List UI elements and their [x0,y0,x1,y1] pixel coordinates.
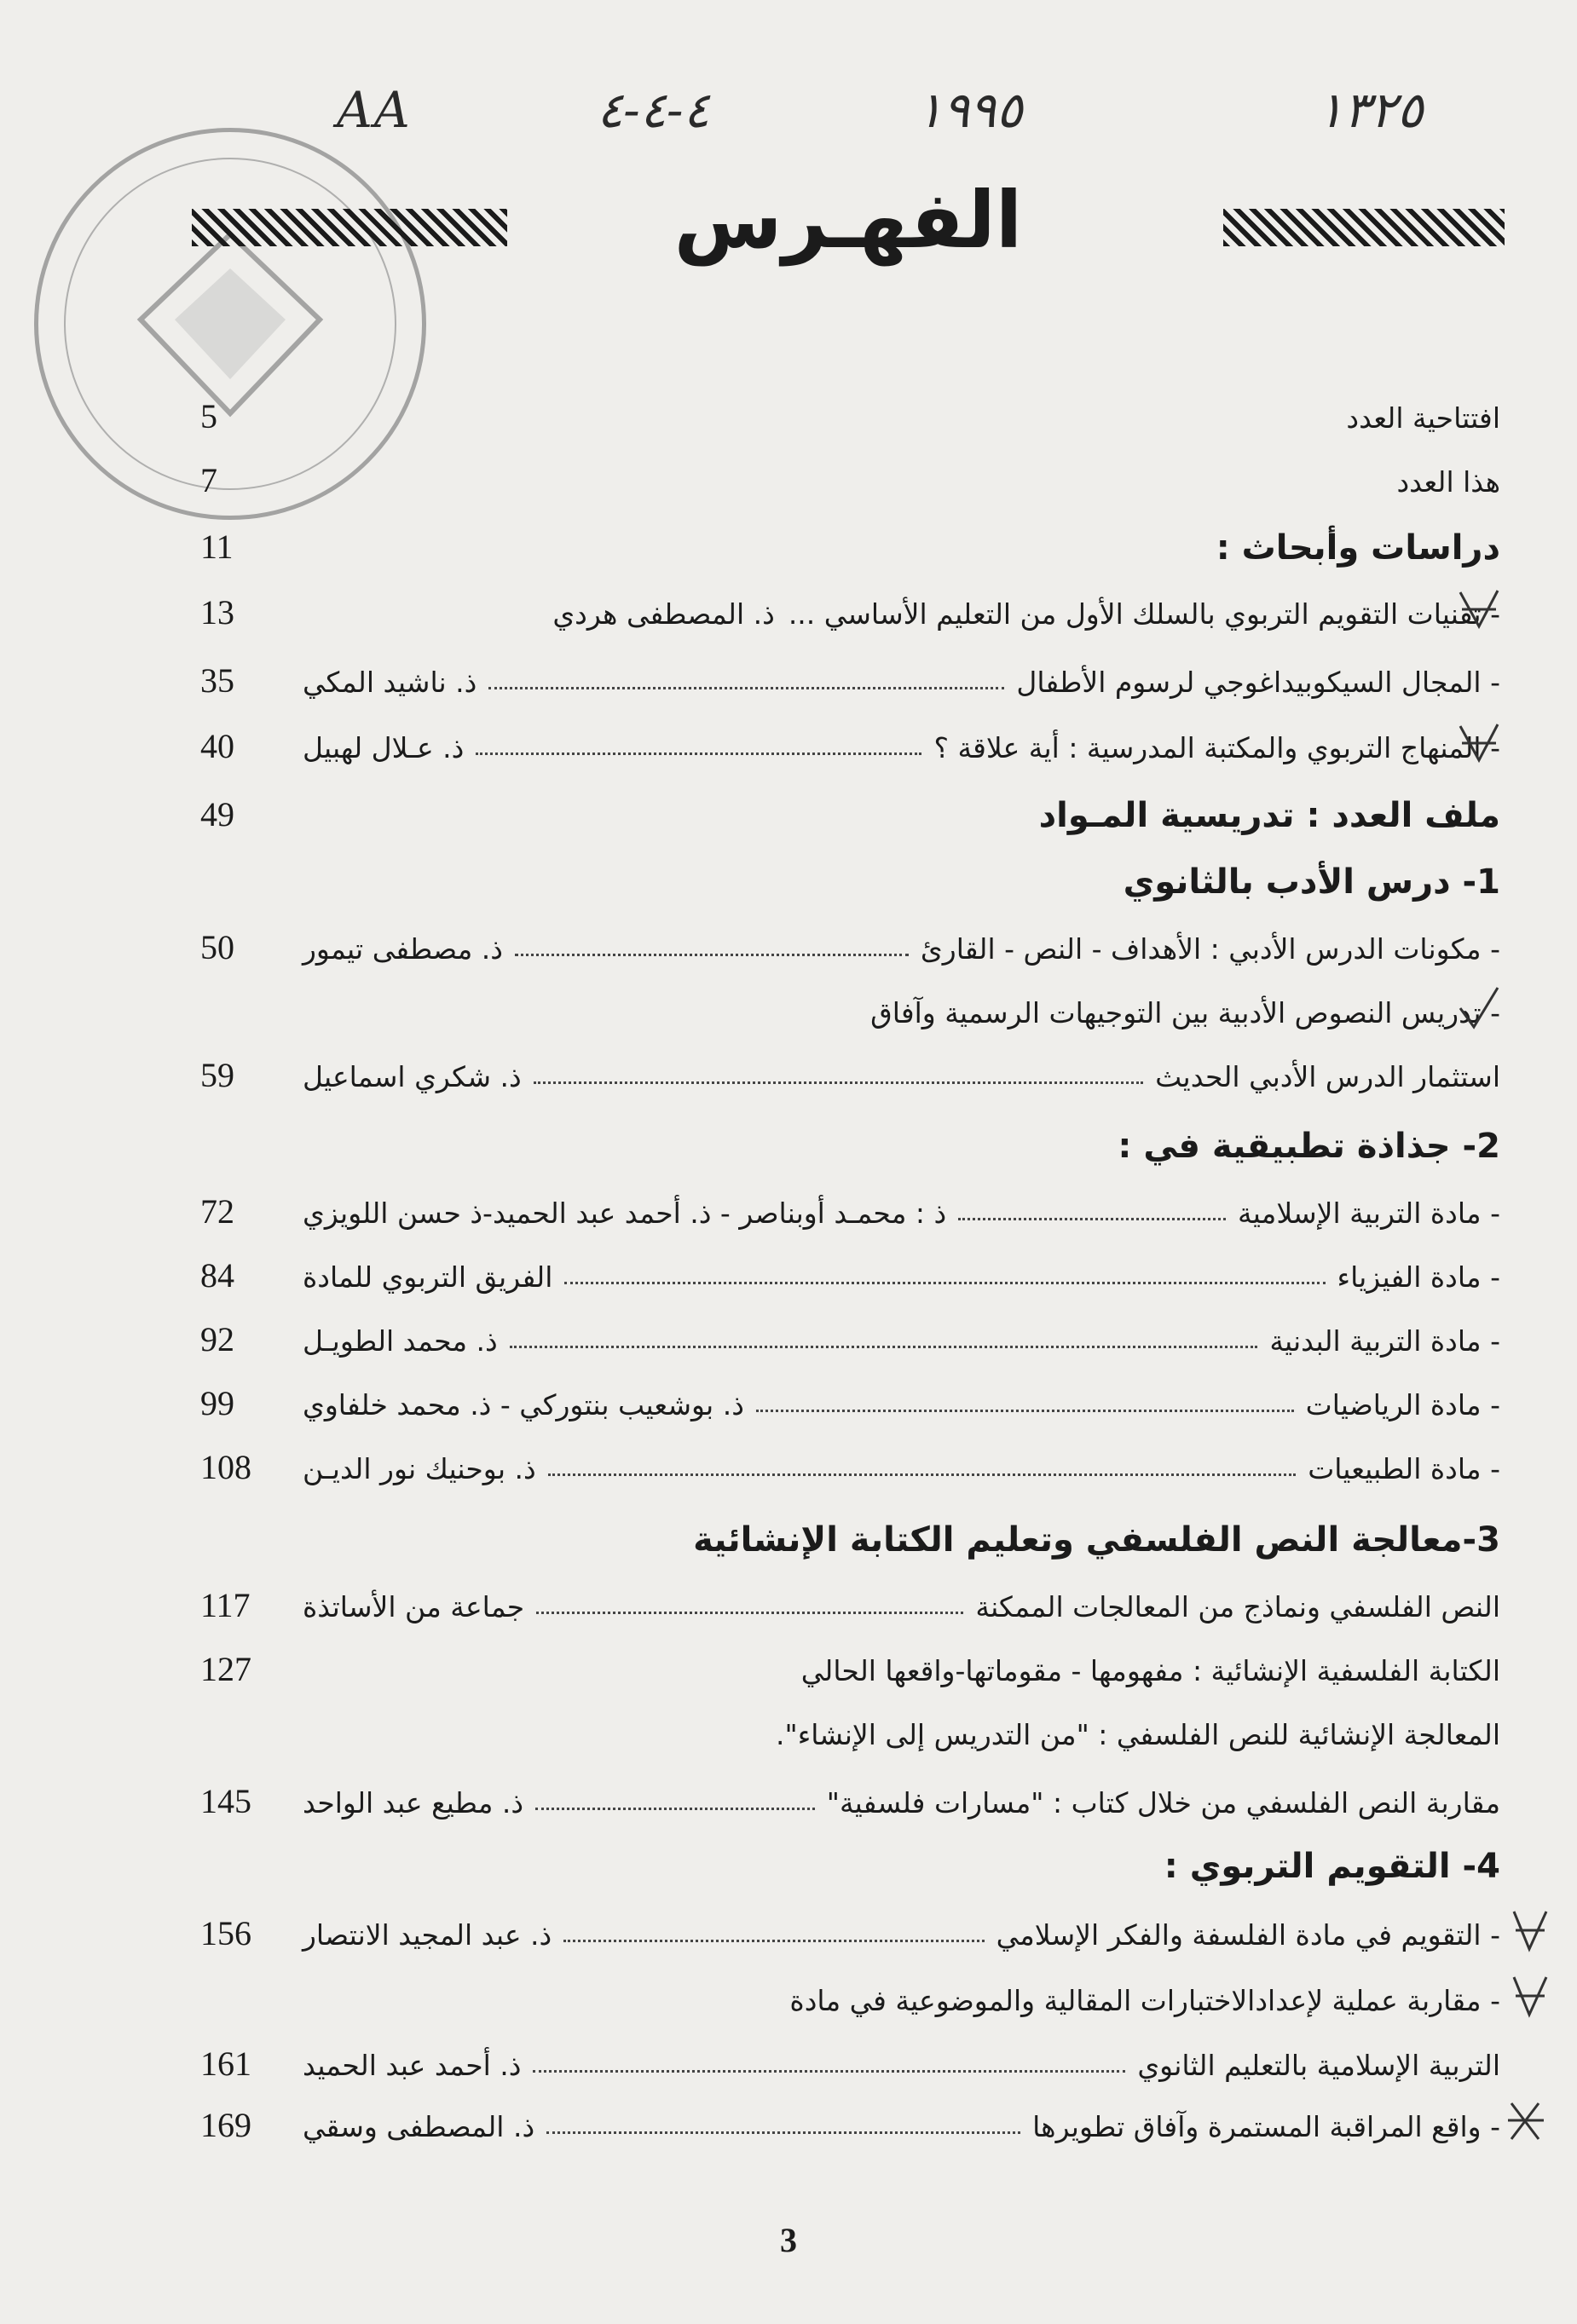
page-number: 99 [200,1384,234,1422]
subsection-heading: 3-معالجة النص الفلسفي وتعليم الكتابة الإنشائية [693,1520,1500,1560]
entry-title: المعالجة الإنشائية للنص الفلسفي : "من التدريس إلى الإنشاء". [776,1717,1500,1751]
handwritten-note: ٤-٤-٤ [597,81,710,139]
toc-entry [200,1704,1500,1764]
handwritten-check-icon [1509,1905,1551,1956]
page-number: 145 [200,1782,251,1820]
page-number: 7 [200,461,217,499]
entry-author: ذ. محمد الطويـل [303,1323,498,1358]
entry-author: ذ. شكري اسماعيل [303,1059,522,1093]
handwritten-check-icon [1453,983,1505,1034]
page-number: 161 [200,2044,251,2083]
toc-entry [200,1183,1500,1243]
toc-section [200,518,1500,578]
entry-title: - المجال السيكوبيداغوجي لرسوم الأطفال [1016,665,1500,699]
handwritten-check-icon [1453,584,1505,635]
page-number: 156 [200,1914,251,1952]
page-number: 72 [200,1192,234,1231]
toc-entry [200,1375,1500,1434]
toc-entry [200,1439,1500,1498]
page-number: 169 [200,2106,251,2144]
toc-subsection [200,1116,1500,1176]
handwritten-note: AA [337,81,412,139]
entry-title: - مكونات الدرس الأدبي : الأهداف - النص - القارئ [920,931,1500,966]
entry-title: - واقع المراقبة المستمرة وآفاق تطويرها [1032,2109,1500,2143]
page-number: 49 [200,795,234,833]
entry-author: الفريق التربوي للمادة [303,1260,553,1294]
entry-title: هذا العدد [1396,464,1500,499]
page-number: 84 [200,1256,234,1295]
handwritten-check-icon [1453,718,1505,769]
toc-entry [200,584,1500,643]
entry-author: ذ. المصطفى هردي [552,597,775,631]
toc-entry [200,388,1500,447]
handwritten-star-icon [1505,2096,1547,2148]
handwritten-note: ١٣٢٥ [1317,81,1424,139]
toc-entry [200,2096,1500,2156]
page-number: 108 [200,1448,251,1486]
toc-entry [200,1773,1500,1832]
toc-entry [200,718,1500,777]
toc-entry [200,1641,1500,1700]
entry-title: - مادة التربية البدنية [1269,1323,1500,1358]
page-number: 50 [200,928,234,966]
entry-author: ذ. ناشيد المكي [303,665,477,699]
entry-author: ذ. أحمد عبد الحميد [303,2048,522,2082]
toc-entry [200,2035,1500,2095]
entry-author: جماعة من الأساتذة [303,1589,525,1623]
entry-title: - مادة الطبيعيات [1308,1451,1500,1485]
toc-entry [200,1905,1500,1964]
page-number: 117 [200,1586,251,1624]
toc-entry [200,1247,1500,1306]
toc-entry [200,1311,1500,1370]
page-number: 40 [200,727,234,765]
entry-title: - تدريس النصوص الأدبية بين التوجيهات الرسمية وآفاق [870,995,1500,1029]
entry-title: النص الفلسفي ونماذج من المعالجات الممكنة [975,1589,1500,1623]
page-number: 127 [200,1650,251,1688]
toc-entry [200,919,1500,978]
entry-title: الكتابة الفلسفية الإنشائية : مفهومها - مقوماتها-واقعها الحالي [800,1653,1500,1687]
page-number: 11 [200,528,234,566]
entry-title: - التقويم في مادة الفلسفة والفكر الإسلامي [996,1917,1500,1952]
subsection-heading: 2- جذاذة تطبيقية في : [1118,1127,1500,1166]
toc-entry [200,452,1500,511]
entry-author: ذ. عـلال لهبيل [303,730,465,764]
entry-title: - مادة الرياضيات [1305,1387,1500,1422]
page-number: 35 [200,661,234,700]
entry-title: - مادة التربية الإسلامية [1238,1196,1500,1230]
entry-author: ذ : محمـد أوبناصر - ذ. أحمد عبد الحميد-ذ حسن اللويزي [303,1196,947,1230]
entry-title: استثمار الدرس الأدبي الحديث [1155,1059,1500,1093]
entry-author: ذ. مطيع عبد الواحد [303,1785,524,1819]
toc-subsection [200,1510,1500,1570]
handwritten-check-icon [1509,1970,1551,2021]
toc-entry [200,1577,1500,1636]
entry-title: - المنهاج التربوي والمكتبة المدرسية : أية علاقة ؟ [933,730,1500,764]
toc-entry [200,1047,1500,1106]
entry-title: مقاربة النص الفلسفي من خلال كتاب : "مسارات فلسفية" [826,1785,1500,1819]
subsection-heading: 4- التقويم التربوي : [1164,1847,1500,1886]
subsection-heading: 1- درس الأدب بالثانوي [1123,862,1500,902]
page-title: الفهـرس [673,175,1023,266]
page-number: 59 [200,1056,234,1094]
toc-section [200,786,1500,845]
entry-title: - مادة الفيزياء [1337,1260,1500,1294]
toc-entry [200,652,1500,712]
handwritten-note: ١٩٩٥ [916,81,1023,139]
toc-entry [200,983,1500,1042]
page-number: 5 [200,397,217,435]
toc-subsection [200,852,1500,912]
entry-title: افتتاحية العدد [1346,401,1500,435]
section-heading: دراسات وأبحاث : [1216,528,1500,568]
footer-page-number: 3 [780,2221,797,2259]
page-number: 92 [200,1320,234,1358]
entry-author: ذ. المصطفى وسقي [303,2109,535,2143]
entry-author: ذ. بوحنيك نور الديـن [303,1451,536,1485]
entry-title: - مقاربة عملية لإعدادالاختبارات المقالية والموضوعية في مادة [789,1983,1500,2017]
toc-subsection [200,1837,1500,1896]
entry-author: ذ. مصطفى تيمور [303,931,503,966]
page-number: 13 [200,593,234,631]
entry-title: التربية الإسلامية بالتعليم الثانوي [1137,2048,1500,2082]
section-heading: ملف العدد : تدريسية المـواد [1038,796,1500,835]
toc-entry [200,1970,1500,2030]
entry-title: - تقنيات التقويم التربوي بالسلك الأول من التعليم الأساسي ... [788,597,1500,631]
entry-author: ذ. عبد المجيد الانتصار [303,1917,552,1952]
entry-author: ذ. بوشعيب بنتوركي - ذ. محمد خلفاوي [303,1387,744,1422]
